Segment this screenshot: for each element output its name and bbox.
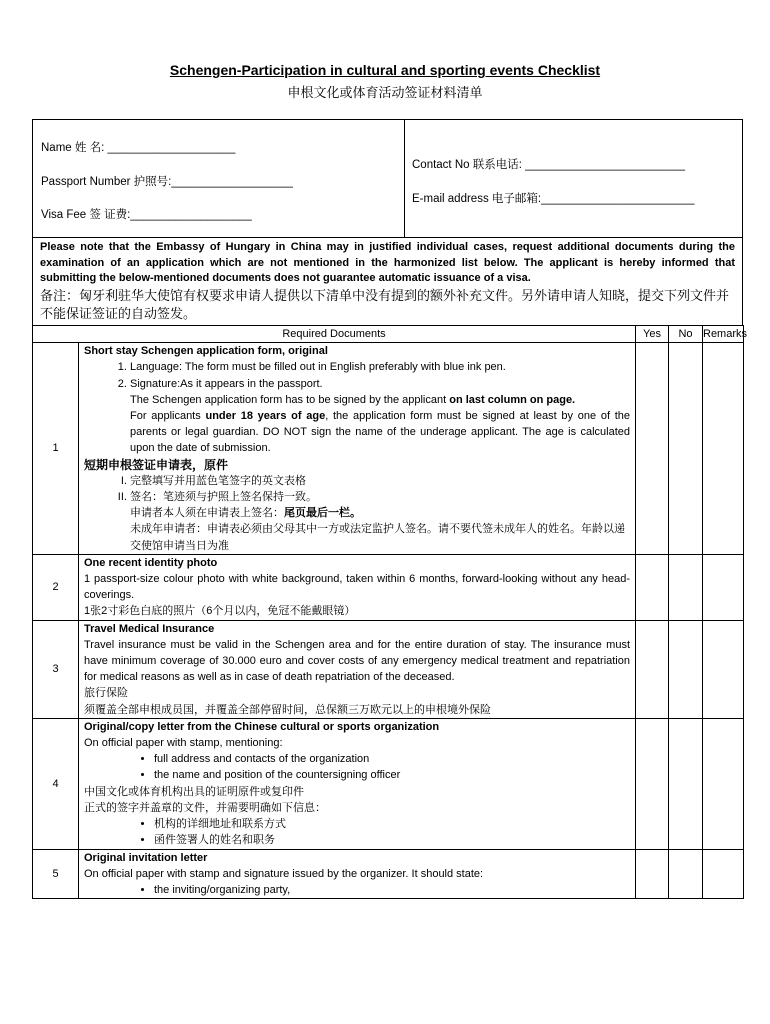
list-item: 2. Signature:As it appears in the passport. xyxy=(130,376,630,392)
row-content xyxy=(79,718,636,849)
row-number: 1 xyxy=(33,343,79,555)
applicant-info-left xyxy=(33,120,405,237)
table-row xyxy=(33,343,744,555)
row-title: Short stay Schengen application form, original xyxy=(84,345,328,358)
row-number: 3 xyxy=(33,620,79,718)
required-documents-table xyxy=(32,325,748,899)
page-subtitle: 申根文化或体育活动签证材料清单 xyxy=(287,85,483,100)
visa-fee-field[interactable]: Visa Fee 签 证费:___________________ xyxy=(41,209,252,221)
row-text-chinese: 1张2寸彩色白底的照片（6个月以内，免冠不能戴眼镜） xyxy=(84,605,356,618)
note-chinese: 备注：匈牙利驻华大使馆有权要求申请人提供以下清单中没有提到的额外补充文件。另外请申请人知晓，提交下列文件并不能保证签证的自动签发。 xyxy=(40,287,730,321)
minor-note: For applicants under 18 years of age, the application form must be signed at least by one of the parents or legal guardian. DO NOT sign the name of the underage applicant. The age is calculated upon the date of submission. xyxy=(130,410,631,455)
row-bullets xyxy=(84,882,630,898)
table-row xyxy=(33,849,744,899)
row-text-chinese: 旅行保险 xyxy=(84,687,128,700)
no-checkbox[interactable] xyxy=(669,620,703,718)
passport-number-field[interactable]: Passport Number 护照号:___________________ xyxy=(41,176,293,188)
no-checkbox[interactable] xyxy=(669,849,703,899)
yes-checkbox[interactable] xyxy=(636,343,669,555)
remarks-cell[interactable] xyxy=(703,849,744,899)
row-title: One recent identity photo xyxy=(84,556,218,569)
signature-note-chinese: 申请者本人须在申请表上签名：尾页最后一栏。 xyxy=(130,507,361,520)
header-remarks: Remarks xyxy=(703,326,744,343)
no-checkbox[interactable] xyxy=(669,718,703,849)
signature-note: The Schengen application form has to be signed by the applicant on last column on page. xyxy=(130,393,576,406)
list-item: II. 签名：笔迹须与护照上签名保持一致。 xyxy=(130,489,630,505)
row-number: 5 xyxy=(33,849,79,899)
remarks-cell[interactable] xyxy=(703,343,744,555)
email-field[interactable]: E-mail address 电子邮箱:________________________ xyxy=(412,193,695,205)
row-list-chinese xyxy=(84,473,630,505)
yes-checkbox[interactable] xyxy=(636,849,669,899)
no-checkbox[interactable] xyxy=(669,343,703,555)
list-item: • 机构的详细地址和联系方式 xyxy=(154,816,630,832)
header-no: No xyxy=(669,326,703,343)
table-row xyxy=(33,620,744,718)
applicant-info-box xyxy=(32,119,743,238)
remarks-cell[interactable] xyxy=(703,620,744,718)
table-row xyxy=(33,718,744,849)
row-number: 2 xyxy=(33,554,79,620)
list-item: • the name and position of the countersigning officer xyxy=(154,767,630,783)
remarks-cell[interactable] xyxy=(703,718,744,849)
row-text: Travel insurance must be valid in the Schengen area and for the entire duration of stay. The insurance must have minimum coverage of 30.000 euro and cover costs of any emergency medical treatment and repatriation for medical reasons as well as in case of death repatriation of the deceased. xyxy=(84,638,630,684)
remarks-cell[interactable] xyxy=(703,554,744,620)
row-title: Travel Medical Insurance xyxy=(84,622,215,635)
contact-number-field[interactable]: Contact No 联系电话: _________________________ xyxy=(412,159,686,171)
list-item: I. 完整填写并用蓝色笔签字的英文表格 xyxy=(130,473,630,489)
row-text-chinese: 中国文化或体育机构出具的证明原件或复印件 xyxy=(84,785,304,798)
row-title: Original invitation letter xyxy=(84,851,208,864)
no-checkbox[interactable] xyxy=(669,554,703,620)
yes-checkbox[interactable] xyxy=(636,554,669,620)
row-text: 1 passport-size colour photo with white background, taken within 6 months, forward-looking without any head-coverings. xyxy=(84,573,630,602)
yes-checkbox[interactable] xyxy=(636,620,669,718)
minor-note-chinese: 未成年申请者：申请表必须由父母其中一方或法定监护人签名。请不要代签未成年人的姓名。年龄以递交使馆申请当日为准 xyxy=(130,523,625,552)
header-required-documents: Required Documents xyxy=(33,326,636,343)
row-content xyxy=(79,554,636,620)
list-item: • 函件签署人的姓名和职务 xyxy=(154,832,630,848)
list-item: • full address and contacts of the organization xyxy=(154,751,630,767)
table-header-row xyxy=(33,326,744,343)
row-bullets xyxy=(84,751,630,783)
list-item: 1. Language: The form must be filled out in English preferably with blue ink pen. xyxy=(130,359,630,375)
yes-checkbox[interactable] xyxy=(636,718,669,849)
page-title: Schengen-Participation in cultural and sporting events Checklist xyxy=(169,62,601,78)
row-title-chinese: 短期申根签证申请表，原件 xyxy=(84,457,229,472)
row-content xyxy=(79,620,636,718)
name-field[interactable]: Name 姓 名: ____________________ xyxy=(41,142,236,154)
applicant-info-right xyxy=(405,120,742,237)
table-row xyxy=(33,554,744,620)
header-yes: Yes xyxy=(636,326,669,343)
row-bullets-chinese xyxy=(84,816,630,848)
row-text: On official paper with stamp, mentioning: xyxy=(84,737,283,750)
row-content xyxy=(79,849,636,899)
embassy-note xyxy=(32,237,743,326)
list-item: • the inviting/organizing party, xyxy=(154,882,630,898)
row-list xyxy=(84,359,630,391)
row-text: On official paper with stamp and signature issued by the organizer. It should state: xyxy=(84,867,484,880)
row-title: Original/copy letter from the Chinese cultural or sports organization xyxy=(84,720,440,733)
row-content xyxy=(79,343,636,555)
row-text-chinese: 正式的签字并盖章的文件，并需要明确如下信息： xyxy=(84,801,326,814)
row-text-chinese: 须覆盖全部申根成员国，并覆盖全部停留时间，总保额三万欧元以上的申根境外保险 xyxy=(84,703,491,716)
row-number: 4 xyxy=(33,718,79,849)
note-english: Please note that the Embassy of Hungary in China may in justified individual cases, request additional documents during the examination of an application which are not mentioned in the harmonized list below. The applicant is hereby informed that submitting the below-mentioned documents does not guarantee automatic issuance of a visa. xyxy=(40,241,735,284)
